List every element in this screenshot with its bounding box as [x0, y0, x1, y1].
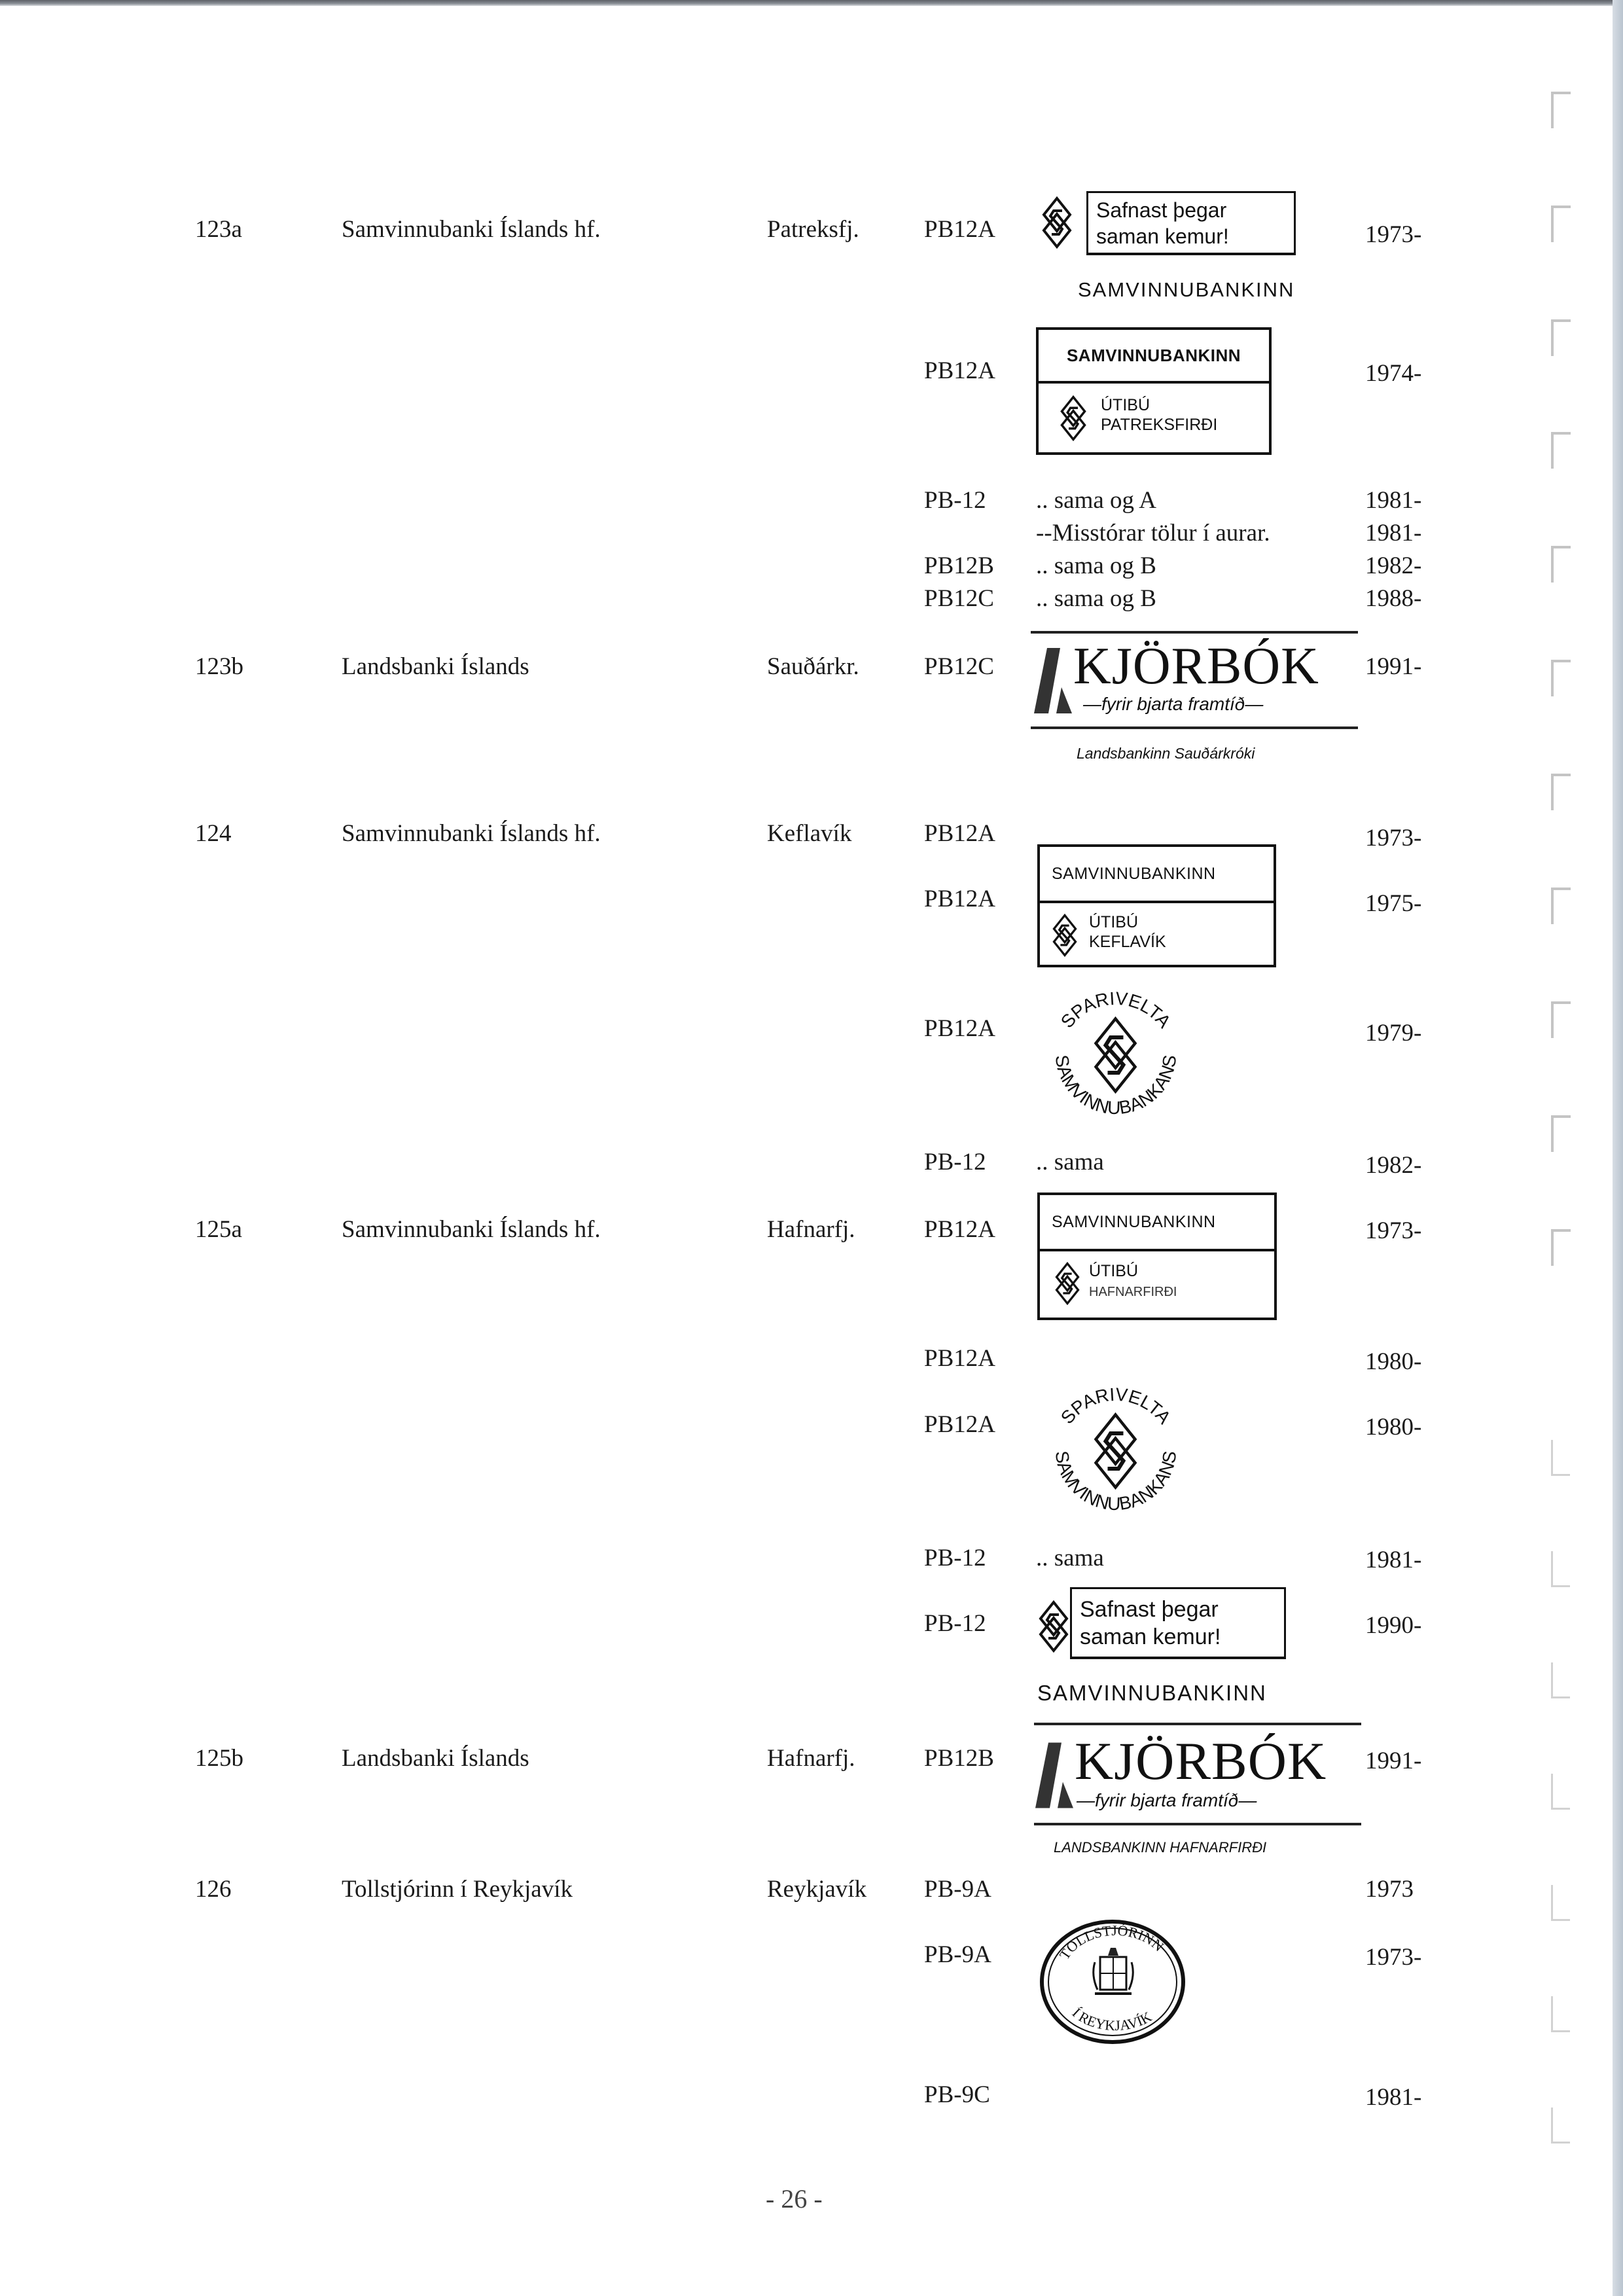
- meter-code: PB12A: [924, 1345, 995, 1372]
- svg-text:SAMVINNUBANKANS: [1052, 1450, 1181, 1514]
- samvinnubanki-s-logo-icon: [1053, 1262, 1082, 1305]
- meter-code: PB-12: [924, 487, 986, 514]
- circle-top-text: SPARIVELTA: [1056, 988, 1175, 1032]
- circle-bottom-text: SAMVINNUBANKANS: [1051, 1449, 1181, 1515]
- binder-hole-mark: [1551, 319, 1571, 356]
- binder-hole-mark: [1551, 660, 1571, 696]
- branch-box-stamp: [1037, 1193, 1277, 1320]
- year: 1979-: [1365, 1020, 1422, 1047]
- branch-box-stamp: [1036, 327, 1272, 455]
- year: 1981-: [1365, 1547, 1422, 1573]
- svg-text:SPARIVELTA: [1057, 988, 1175, 1032]
- branch-line: PATREKSFIRÐI: [1101, 416, 1218, 434]
- entry-place: Patreksfj.: [767, 216, 859, 243]
- branch-box-body: [1040, 1251, 1274, 1317]
- landsbanki-book-logo-icon: [1034, 648, 1073, 713]
- sparivelta-circle-stamp: [1037, 1378, 1234, 1535]
- binder-hole-mark: [1551, 1662, 1570, 1698]
- kjorbok-title: KJÖRBÓK: [1073, 637, 1319, 695]
- binder-hole-mark: [1551, 1774, 1570, 1810]
- landsbanki-book-logo-icon: [1035, 1741, 1075, 1810]
- stamp-rule: [1031, 726, 1358, 729]
- entry-issuer: Tollstjórinn í Reykjavík: [342, 1876, 573, 1903]
- meter-code: PB12A: [924, 1216, 995, 1243]
- kjorbok-title: KJÖRBÓK: [1075, 1731, 1327, 1791]
- stamp-footer: Landsbankinn Sauðárkróki: [1077, 745, 1255, 762]
- slogan-stamp: [1037, 1584, 1312, 1715]
- entry-issuer: Samvinnubanki Íslands hf.: [342, 820, 601, 847]
- samvinnubanki-s-logo-icon: [1096, 1019, 1135, 1092]
- circle-bottom-text: SAMVINNUBANKANS: [1051, 1053, 1181, 1119]
- samvinnubanki-s-logo-icon: [1058, 395, 1088, 441]
- branch-box-stamp: [1037, 844, 1276, 967]
- meter-code: PB-12: [924, 1149, 986, 1175]
- kjorbok-tagline: —fyrir bjarta framtíð—: [1083, 694, 1264, 714]
- scan-edge-right: [1613, 0, 1623, 2296]
- binder-hole-mark: [1551, 546, 1571, 583]
- binder-hole-mark: [1551, 92, 1571, 128]
- meter-code: PB12A: [924, 886, 995, 912]
- year: 1982-: [1365, 552, 1422, 579]
- stamp-rule: [1034, 1823, 1361, 1825]
- slogan-line: Safnast þegar: [1080, 1597, 1219, 1622]
- stamp-rule: [1031, 631, 1358, 634]
- entry-issuer: Landsbanki Íslands: [342, 1745, 529, 1772]
- branch-box-body: [1040, 903, 1274, 965]
- year: 1981-: [1365, 520, 1422, 547]
- year: 1980-: [1365, 1414, 1422, 1441]
- samvinnubanki-s-logo-icon: [1096, 1415, 1135, 1488]
- meter-code: PB12C: [924, 585, 994, 612]
- binder-hole-mark: [1551, 1001, 1571, 1038]
- entry-issuer: Samvinnubanki Íslands hf.: [342, 1216, 601, 1243]
- meter-code: PB12A: [924, 357, 995, 384]
- meter-code: PB12B: [924, 1745, 994, 1772]
- slogan-stamp: [1041, 183, 1315, 308]
- binder-hole-mark: [1551, 1440, 1570, 1476]
- slogan-line: saman kemur!: [1080, 1624, 1221, 1649]
- note: --Misstórar tölur í aurar.: [1036, 520, 1270, 547]
- entry-number: 125b: [195, 1745, 243, 1772]
- tollstjorinn-oval-seal-stamp: [1037, 1916, 1188, 2047]
- page-number: - 26 -: [766, 2184, 823, 2214]
- slogan-line: Safnast þegar: [1096, 198, 1227, 222]
- binder-hole-mark: [1551, 1885, 1570, 1921]
- scan-edge-top: [0, 0, 1623, 6]
- stamp-rule: [1034, 1723, 1361, 1725]
- binder-hole-mark: [1551, 1115, 1571, 1152]
- meter-code: PB12A: [924, 820, 995, 847]
- entry-number: 126: [195, 1876, 232, 1903]
- year: 1991-: [1365, 653, 1422, 680]
- branch-box-header: SAMVINNUBANKINN: [1039, 330, 1269, 384]
- branch-line: ÚTIBÚ: [1089, 1262, 1138, 1280]
- stamp-footer: SAMVINNUBANKINN: [1078, 278, 1295, 301]
- year: 1981-: [1365, 2084, 1422, 2111]
- meter-code: PB12A: [924, 216, 995, 243]
- sparivelta-circle-stamp: [1037, 982, 1234, 1139]
- entry-place: Hafnarfj.: [767, 1745, 855, 1772]
- year: 1973-: [1365, 825, 1422, 852]
- year: 1973: [1365, 1876, 1414, 1903]
- year: 1981-: [1365, 487, 1422, 514]
- binder-hole-mark: [1551, 206, 1571, 242]
- kjorbok-stamp: [1034, 1721, 1361, 1859]
- entry-number: 123b: [195, 653, 243, 680]
- year: 1991-: [1365, 1748, 1422, 1774]
- binder-hole-mark: [1551, 774, 1571, 810]
- year: 1973-: [1365, 1944, 1422, 1971]
- seal-top-text: TOLLSTJÓRINN: [1056, 1922, 1168, 1963]
- meter-code: PB-12: [924, 1545, 986, 1571]
- slogan-line: saman kemur!: [1096, 224, 1229, 248]
- svg-text:SPARIVELTA: [1057, 1384, 1175, 1428]
- stamp-footer: SAMVINNUBANKINN: [1037, 1681, 1267, 1705]
- year: 1982-: [1365, 1152, 1422, 1179]
- meter-code: PB12B: [924, 552, 994, 579]
- kjorbok-tagline: —fyrir bjarta framtíð—: [1077, 1790, 1257, 1810]
- note: .. sama og B: [1036, 585, 1156, 612]
- branch-line: ÚTIBÚ: [1101, 396, 1150, 414]
- entry-place: Sauðárkr.: [767, 653, 859, 680]
- meter-code: PB-9A: [924, 1941, 991, 1968]
- slogan-box: [1086, 191, 1296, 255]
- binder-hole-mark: [1551, 1229, 1571, 1266]
- entry-issuer: Landsbanki Íslands: [342, 653, 529, 680]
- year: 1988-: [1365, 585, 1422, 612]
- meter-code: PB-9A: [924, 1876, 991, 1903]
- entry-place: Hafnarfj.: [767, 1216, 855, 1243]
- slogan-box: [1070, 1587, 1286, 1659]
- meter-code: PB-12: [924, 1610, 986, 1637]
- note: .. sama: [1036, 1545, 1104, 1571]
- branch-box-body: [1039, 384, 1269, 452]
- circle-top-text: SPARIVELTA: [1056, 1384, 1175, 1428]
- branch-line: KEFLAVÍK: [1089, 933, 1166, 951]
- year: 1975-: [1365, 890, 1422, 917]
- svg-text:SAMVINNUBANKANS: [1052, 1054, 1181, 1118]
- samvinnubanki-s-logo-icon: [1037, 1600, 1070, 1653]
- meter-code: PB12C: [924, 653, 994, 680]
- kjorbok-stamp: [1031, 628, 1358, 766]
- samvinnubanki-s-logo-icon: [1050, 914, 1079, 957]
- year: 1980-: [1365, 1348, 1422, 1375]
- note: .. sama og A: [1036, 487, 1156, 514]
- binder-hole-mark: [1551, 432, 1571, 469]
- entry-number: 124: [195, 820, 232, 847]
- entry-issuer: Samvinnubanki Íslands hf.: [342, 216, 601, 243]
- meter-code: PB12A: [924, 1411, 995, 1438]
- branch-box-header: SAMVINNUBANKINN: [1040, 847, 1274, 903]
- binder-hole-mark: [1551, 1551, 1570, 1587]
- branch-box-header: SAMVINNUBANKINN: [1040, 1195, 1274, 1251]
- entry-place: Reykjavík: [767, 1876, 867, 1903]
- seal-bottom-text: Í REYKJAVÍK: [1069, 2004, 1154, 2034]
- entry-place: Keflavík: [767, 820, 852, 847]
- meter-code: PB12A: [924, 1015, 995, 1042]
- samvinnubanki-s-logo-icon: [1041, 196, 1073, 249]
- icelandic-coat-of-arms-icon: [1094, 1948, 1133, 1994]
- note: .. sama: [1036, 1149, 1104, 1175]
- entry-number: 123a: [195, 216, 242, 243]
- note: .. sama og B: [1036, 552, 1156, 579]
- binder-hole-mark: [1551, 1996, 1570, 2032]
- year: 1973-: [1365, 1217, 1422, 1244]
- year: 1973-: [1365, 221, 1422, 248]
- branch-line: HAFNARFIRÐI: [1089, 1285, 1177, 1299]
- year: 1990-: [1365, 1612, 1422, 1639]
- binder-hole-mark: [1551, 888, 1571, 924]
- meter-code: PB-9C: [924, 2081, 990, 2108]
- stamp-footer: LANDSBANKINN HAFNARFIRÐI: [1054, 1839, 1267, 1856]
- year: 1974-: [1365, 360, 1422, 387]
- binder-hole-mark: [1551, 2108, 1570, 2144]
- entry-number: 125a: [195, 1216, 242, 1243]
- branch-line: ÚTIBÚ: [1089, 913, 1138, 931]
